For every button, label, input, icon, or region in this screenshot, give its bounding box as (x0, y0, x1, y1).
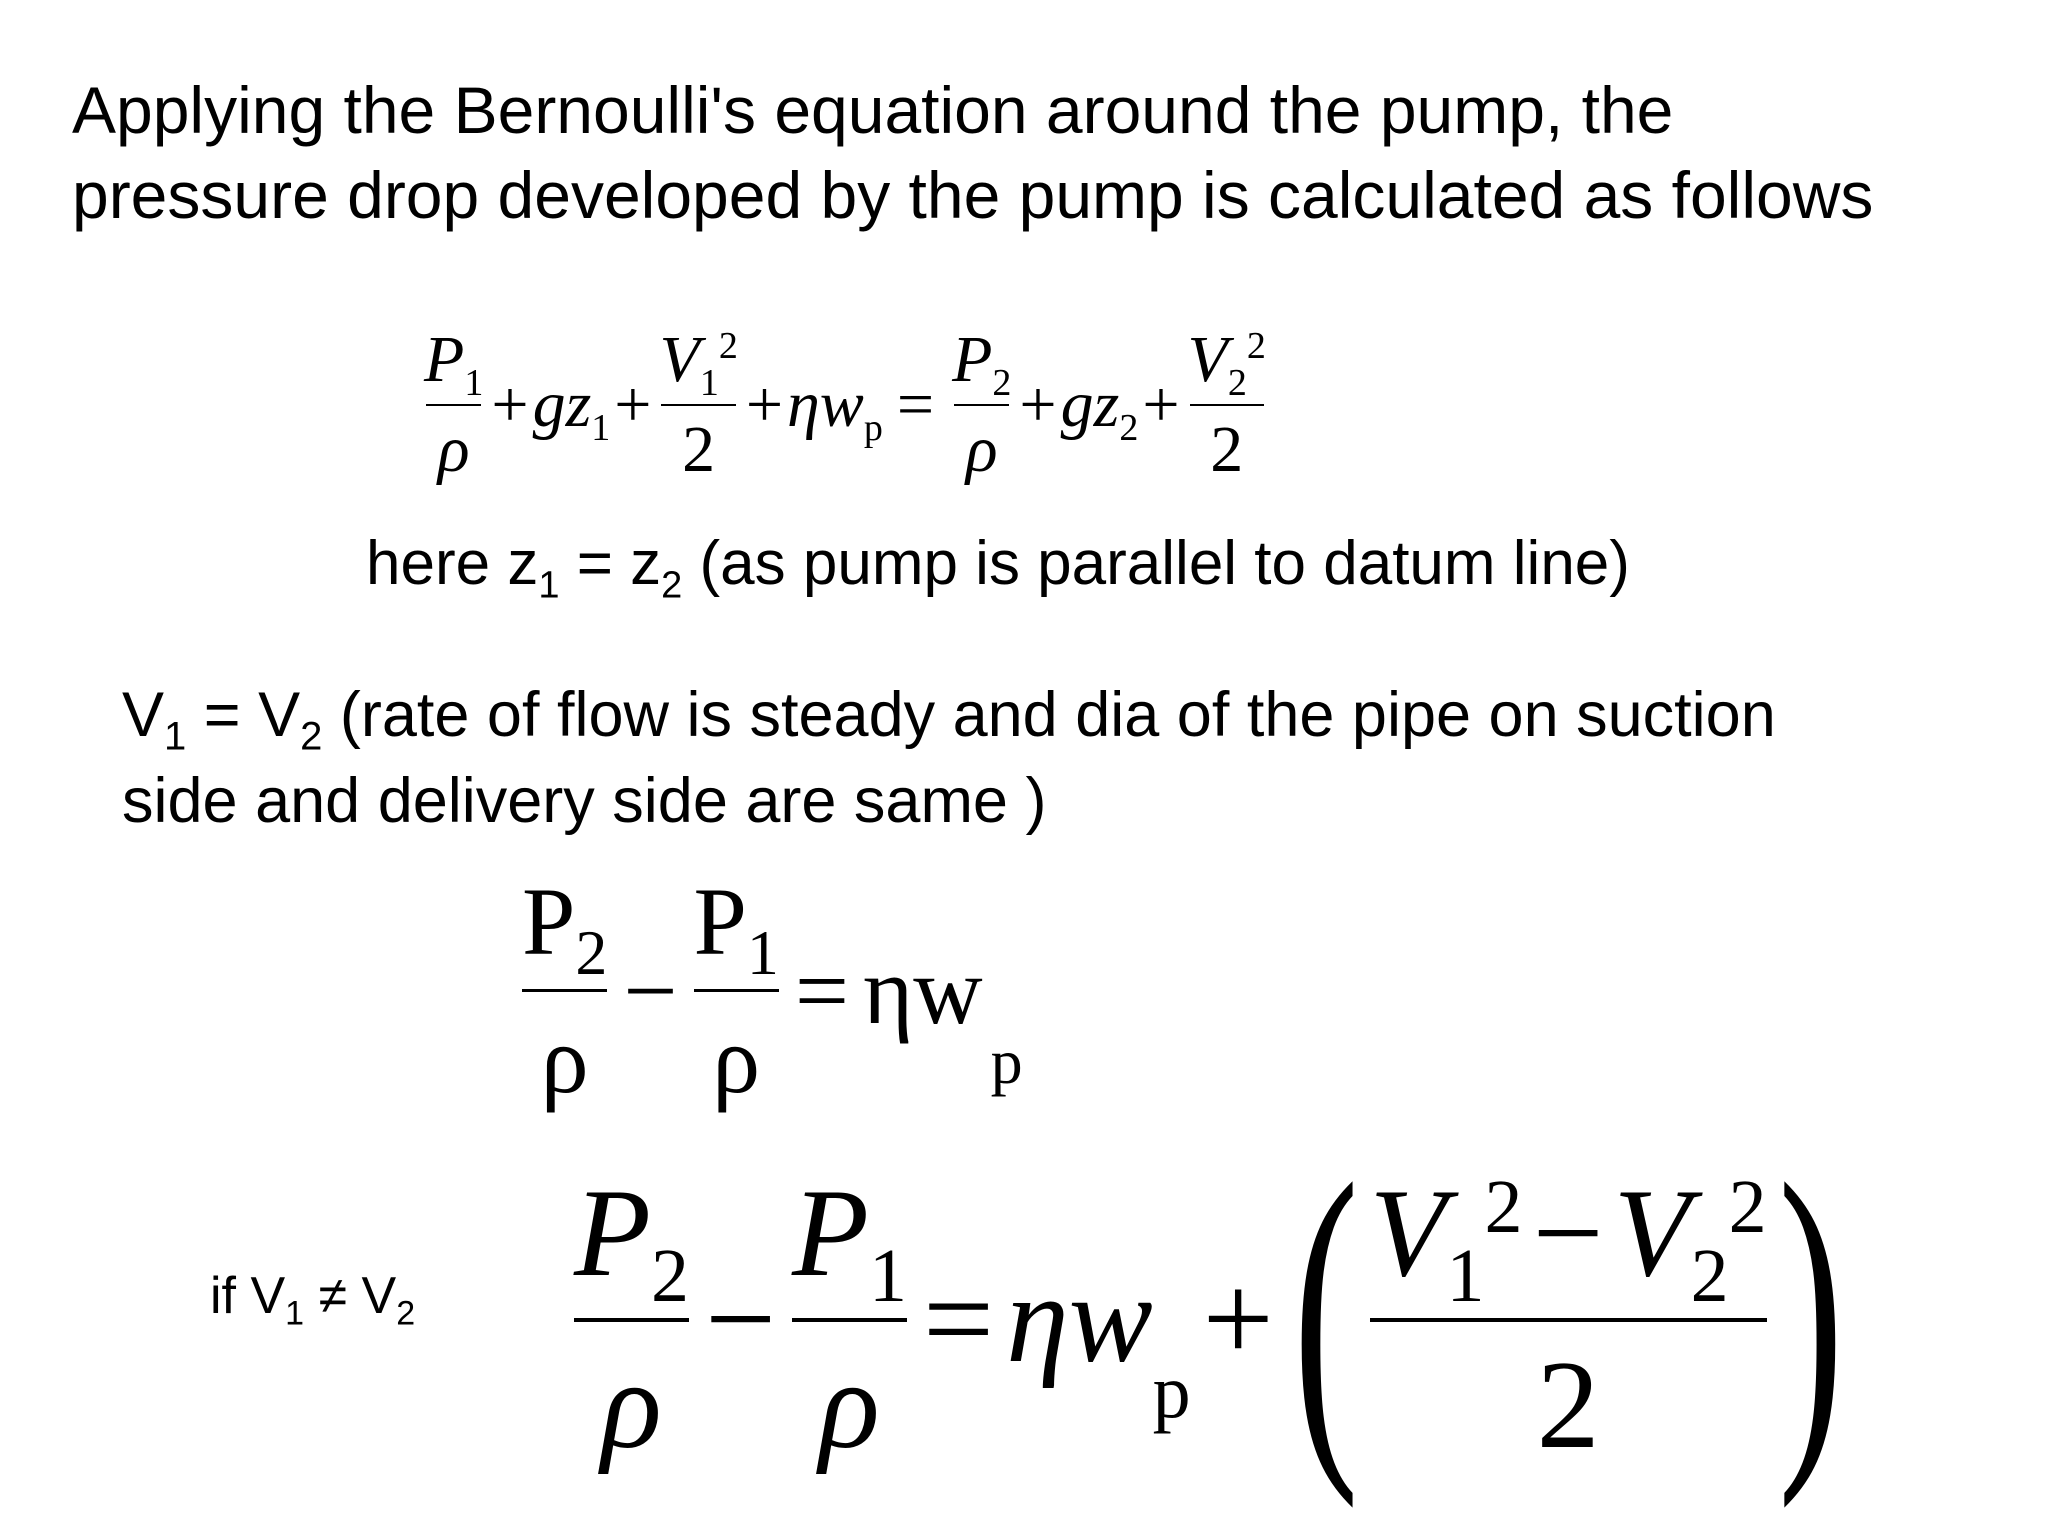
subscript: 1 (746, 917, 779, 989)
fraction-v1sq-over-2 (655, 322, 741, 488)
plus-sign: + (1202, 1250, 1274, 1389)
fraction-v2sq-over-2 (1184, 322, 1270, 488)
denominator-two: 2 (682, 413, 716, 486)
eta-symbol: η (1006, 1250, 1069, 1389)
text-fragment: V (122, 680, 165, 750)
subscript: 1 (538, 564, 560, 607)
plus-sign: + (1142, 368, 1180, 441)
fraction-p2-over-rho (948, 322, 1015, 488)
condition-v-line-1 (122, 672, 1776, 758)
subscript: 1 (464, 362, 484, 405)
z-symbol: z (1093, 368, 1120, 441)
rho-symbol: ρ (965, 413, 998, 486)
subscript: 1 (591, 407, 611, 450)
minus-sign: − (704, 1250, 777, 1389)
eta-wp-term (1006, 1248, 1191, 1435)
superscript: 2 (1728, 1165, 1767, 1249)
g-symbol: g (532, 368, 566, 441)
fraction-bar (522, 989, 607, 992)
fraction-bar (792, 1318, 907, 1322)
fraction-velocity-difference (1366, 1162, 1771, 1478)
condition-line-z (366, 528, 1630, 607)
denominator-two: 2 (1210, 413, 1244, 486)
p-symbol: P (574, 1164, 651, 1303)
denominator-two: 2 (1536, 1336, 1600, 1475)
text-fragment: = V (186, 680, 301, 750)
intro-paragraph (72, 68, 1873, 238)
v-symbol: V (659, 323, 700, 396)
text-fragment: (rate of flow is steady and dia of the pipe on suction (322, 680, 1776, 750)
subscript: 2 (1690, 1234, 1729, 1319)
fraction-bar (1370, 1318, 1767, 1322)
fraction-bar (426, 404, 481, 406)
plus-sign: + (614, 368, 652, 441)
text-fragment: if V (210, 1267, 286, 1325)
eta-symbol: η (863, 937, 914, 1044)
p-symbol: P (952, 323, 993, 396)
equals-sign: = (923, 1250, 995, 1389)
condition-paragraph-v (122, 672, 1776, 844)
bernoulli-equation (420, 322, 1270, 488)
text-fragment: (as pump is parallel to datum line) (682, 529, 1630, 598)
text-fragment: here z (366, 529, 539, 598)
fraction-bar (954, 404, 1009, 406)
rho-symbol: ρ (601, 1336, 662, 1475)
p-symbol: P (522, 868, 576, 975)
left-parenthesis: ( (1292, 1110, 1359, 1509)
fraction-bar (661, 404, 735, 406)
p-symbol: P (424, 323, 465, 396)
rho-symbol: ρ (819, 1336, 880, 1475)
rho-symbol: ρ (712, 1006, 761, 1113)
subscript: 2 (300, 714, 323, 759)
subscript: p (990, 1026, 1023, 1098)
subscript: p (1152, 1350, 1191, 1435)
subscript: 2 (1227, 362, 1247, 405)
subscript: 2 (575, 917, 608, 989)
v-symbol: V (1613, 1164, 1691, 1303)
z-symbol: z (565, 368, 592, 441)
fraction-p1-over-rho (420, 322, 487, 488)
eta-wp-term (787, 367, 883, 450)
subscript: p (863, 407, 883, 450)
rho-symbol: ρ (437, 413, 470, 486)
superscript: 2 (718, 325, 738, 367)
plus-sign: + (745, 368, 784, 441)
subscript: 1 (164, 714, 187, 759)
subscript: 2 (650, 1234, 689, 1319)
subscript: 2 (396, 1294, 416, 1333)
right-parenthesis: ) (1777, 1110, 1844, 1509)
p-symbol: P (792, 1164, 869, 1303)
intro-line-2: pressure drop developed by the pump is calculated as follows (72, 158, 1874, 232)
subscript: 1 (1446, 1234, 1485, 1319)
pressure-difference-equation (520, 866, 1023, 1115)
general-pressure-equation (570, 1110, 1850, 1509)
g-symbol: g (1060, 368, 1094, 441)
equals-sign: = (794, 937, 850, 1044)
superscript: 2 (1246, 325, 1266, 367)
eta-symbol: η (787, 368, 820, 441)
subscript: 1 (699, 362, 719, 405)
rho-symbol: ρ (540, 1006, 589, 1113)
subscript: 1 (285, 1294, 305, 1333)
superscript: 2 (1484, 1165, 1523, 1249)
w-symbol: w (819, 368, 864, 441)
equals-sign: = (896, 368, 935, 441)
text-fragment: = z (559, 529, 662, 598)
condition-v-line-2: side and delivery side are same ) (122, 766, 1047, 836)
v-symbol: V (1187, 323, 1228, 396)
fraction-p1-over-rho (692, 866, 781, 1115)
w-symbol: w (913, 937, 983, 1044)
fraction-bar (574, 1318, 689, 1322)
plus-sign: + (1019, 368, 1057, 441)
fraction-bar (694, 989, 779, 992)
gz2-term (1060, 367, 1139, 450)
subscript: 1 (869, 1234, 907, 1319)
fraction-p1-over-rho (788, 1162, 911, 1478)
minus-sign: − (1532, 1164, 1604, 1303)
subscript: 2 (1119, 407, 1139, 450)
eta-wp-term (863, 935, 1023, 1098)
gz1-term (532, 367, 611, 450)
fraction-p2-over-rho (570, 1162, 693, 1478)
v-symbol: V (1369, 1164, 1447, 1303)
condition-label-unequal (210, 1266, 416, 1333)
fraction-bar (1190, 404, 1264, 406)
fraction-p2-over-rho (520, 866, 609, 1115)
subscript: 2 (992, 362, 1012, 405)
subscript: 2 (661, 564, 683, 607)
minus-sign: − (623, 937, 678, 1044)
p-symbol: P (693, 868, 747, 975)
plus-sign: + (491, 368, 529, 441)
text-fragment: ≠ V (304, 1267, 397, 1325)
w-symbol: w (1068, 1250, 1153, 1389)
intro-line-1: Applying the Bernoulli's equation around the pump, the (72, 73, 1674, 147)
